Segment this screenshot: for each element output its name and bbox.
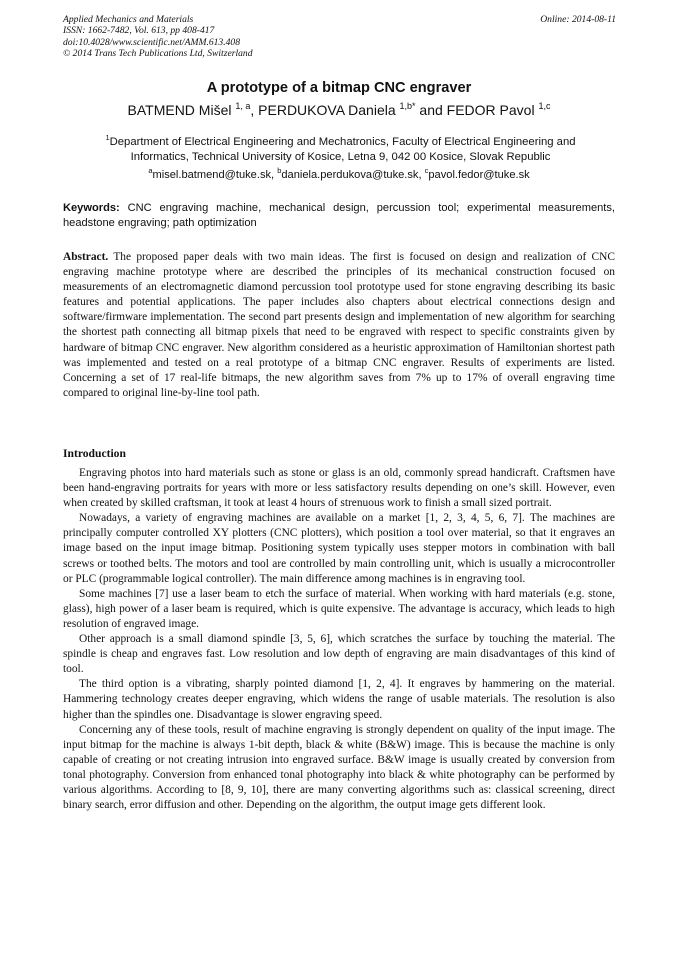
issn-line: ISSN: 1662-7482, Vol. 613, pp 408-417: [63, 25, 215, 37]
author-name: PERDUKOVA Daniela: [258, 102, 396, 118]
email-mark: c: [424, 166, 429, 175]
abstract: [63, 250, 615, 401]
email-mark: b: [277, 166, 282, 175]
author-affiliation-mark: 1,b*: [399, 101, 416, 111]
body-paragraph: Engraving photos into hard materials such as stone or glass is an old, commonly spread handicraft. Craftsmen have been hand-engraving portraits for years with more or less satisfactory results depending on one’s skill. However, even when created by skilled craftsman, it took at least 4 hours of strenuous work to finish a small sized portrait.: [63, 467, 615, 510]
body-paragraph: The third option is a vibrating, sharply pointed diamond [1, 2, 4]. It engraves by hammering on the material. Hammering technology creates deeper engraving, which widens the range of usable materials. The resolution is also higher than the spindles one. Disadvantage is slower engraving speed.: [63, 678, 615, 721]
keywords-text: CNC engraving machine, mechanical design, percussion tool; experimental measurements, headstone engraving; path optimization: [63, 202, 615, 230]
journal-header: [63, 14, 616, 60]
paper-title: A prototype of a bitmap CNC engraver: [206, 80, 472, 96]
body-paragraph: Some machines [7] use a laser beam to etch the surface of material. When working with hard materials (e.g. stone, glass), high power of a laser beam is required, which is quite expensive. The advantage is accuracy, which leads to high resolution of engraved image.: [63, 587, 615, 630]
online-date: Online: 2014-08-11: [540, 14, 616, 25]
abstract-text: The proposed paper deals with two main ideas. The first is focused on design and realization of CNC engraving machine prototype where are described the principles of its mechanical construction focused on measurements of an electromagnetic diamond percussion tool prototype used for stone engraving describing its basic features and potential applications. The paper includes also chapters about electrical connections design and software/firmware implementation. The second part presents design and implementation of new algorithm for searching the shortest path connecting all bitmap pixels that need to be engraved with respect to specific constraints given by hardware of bitmap CNC engraver. New algorithm considered as a heuristic approximation of Hamiltonian shortest path was implemented and tested on a real prototype of a bitmap CNC engraver. Results of experiments are listed. Concerning a set of 17 real-life bitmaps, the new algorithm saves from 7% up to 17% of overall engraving time compared to original line-by-line tool path.: [63, 251, 615, 399]
email-address[interactable]: daniela.perdukova@tuke.sk: [281, 169, 419, 181]
doi-line: doi:10.4028/www.scientific.net/AMM.613.408: [63, 36, 241, 48]
author-affiliation-mark: 1, a: [235, 101, 251, 111]
affiliation-text: Department of Electrical Engineering and Mechatronics, Faculty of Electrical Engineering and Informatics, Technical University of Kosice, Letna 9, 042 00 Kosice, Slovak Republic: [109, 136, 576, 163]
email-mark: a: [148, 166, 153, 175]
abstract-label: Abstract.: [63, 251, 109, 263]
keywords-label: Keywords:: [63, 202, 120, 214]
affiliation: [78, 130, 603, 165]
author-emails: $^a$misel.batmend@tuke.sk, $^b$daniela.perdukova@tuke.sk, $^c$pavol.fedor@tuke.sk: [148, 166, 530, 181]
author-separator: and: [415, 102, 447, 118]
body-paragraph: Other approach is a small diamond spindle [3, 5, 6], which scratches the surface by touching the material. The spindle is cheap and engraves fast. Low resolution and low depth of engraving are main disadvantages of this kind of tool.: [63, 633, 615, 676]
affiliation-mark: 1: [105, 133, 110, 142]
author-separator: ,: [250, 102, 259, 118]
author-affiliation-mark: 1,c: [538, 101, 551, 111]
body-paragraph: Concerning any of these tools, result of machine engraving is strongly dependent on quality of the input image. The input bitmap for the machine is always 1-bit depth, black & white (B&W) image. This is because the machine is only capable of creating or not creating intrusion into engraved surface. B&W image is usually created by conversion from tonal photography. Conversion from enhanced tonal photography into black & white photography can be performed by various algorithms. According to [8, 9, 10], there are many converting algorithms such as: classical screening, direct binary search, error diffusion and other. Depending on the algorithm, the output image gets different look.: [63, 723, 615, 812]
email-address[interactable]: misel.batmend@tuke.sk: [152, 169, 272, 181]
body-paragraph: Nowadays, a variety of engraving machines are available on a market [1, 2, 3, 4, 5, 6, 7]. The machines are principally computer controlled XY plotters (CNC plotters), which position a tool over material, so that it engraves an image based on the input image bitmap. Positioning system typically uses stepper motors in combination with ball screws or toothed belts. The motors and tool are controlled by main controlling unit, which is usually a microcontroller or PLC (programmable logical controller). The main difference among machines is in engraving tool.: [63, 512, 615, 585]
author-name: FEDOR Pavol: [446, 102, 535, 118]
author-list: [0, 101, 678, 118]
copyright-line: © 2014 Trans Tech Publications Ltd, Switzerland: [63, 48, 253, 60]
keywords: [63, 201, 615, 231]
author-name: BATMEND Mišel: [127, 102, 232, 118]
email-address[interactable]: pavol.fedor@tuke.sk: [428, 169, 530, 181]
section-heading: Introduction: [63, 447, 126, 460]
section-body: [63, 466, 615, 813]
journal-name: Applied Mechanics and Materials: [63, 14, 194, 25]
